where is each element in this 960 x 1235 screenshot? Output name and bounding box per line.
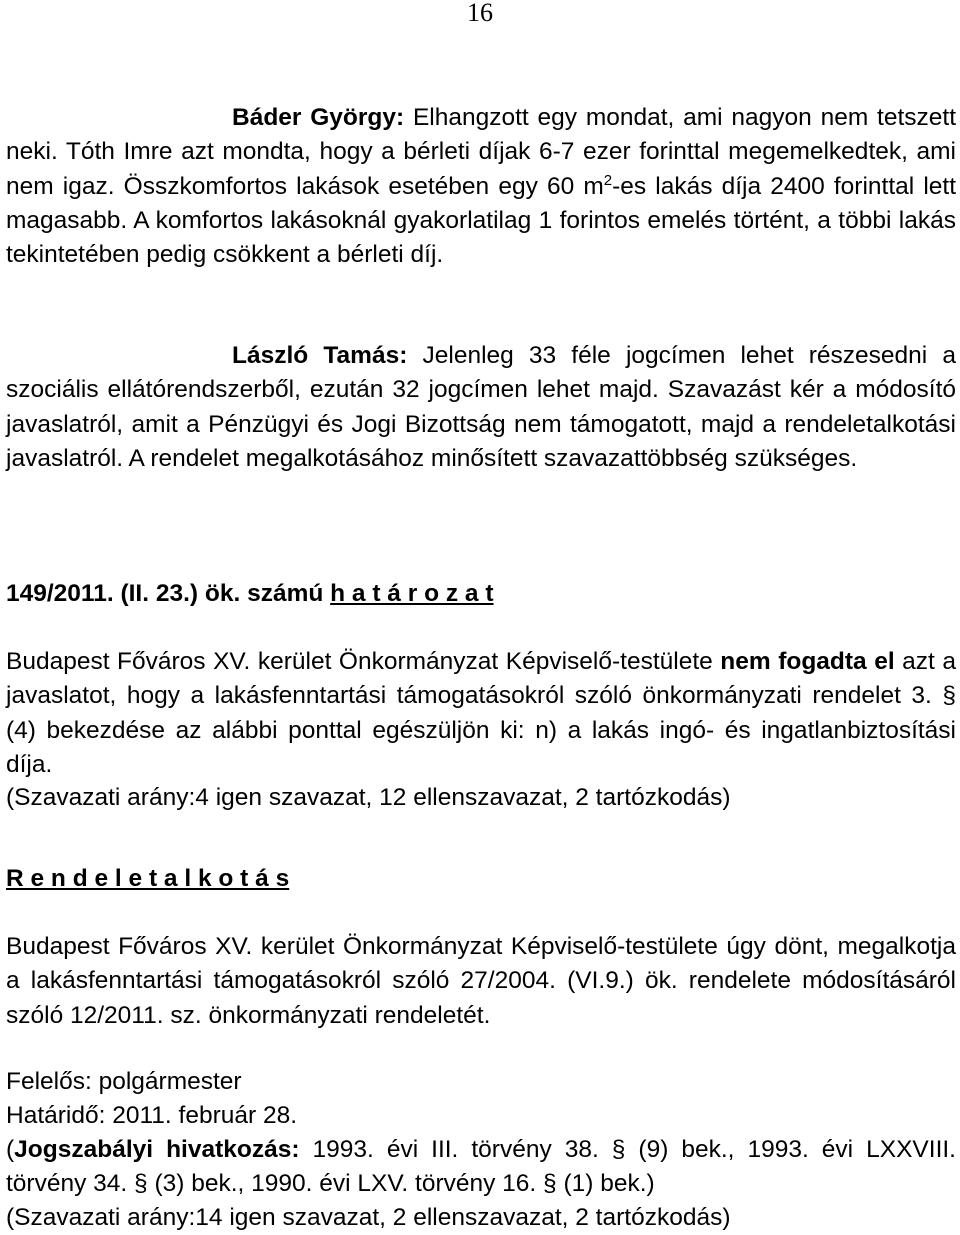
paragraph-ordinance <box>6 930 956 1033</box>
paragraph-resolution <box>6 645 956 782</box>
paragraph-text: Budapest Főváros XV. kerület Önkormányzat Képviselő-testülete úgy dönt, megalkotja a lakásfenntartási támogatásokról szóló 27/2004. (VI.9.) ök. rendelete módosításáról szóló 12/2011. sz. önkormányzati rendeletét. <box>6 933 956 1029</box>
responsible-line: Felelős: polgármester <box>6 1068 242 1095</box>
superscript: 2 <box>603 171 613 189</box>
paragraph-laszlo <box>6 339 956 476</box>
section-heading-text: R e n d e l e t a l k o t á s <box>6 865 290 892</box>
page-number: 16 <box>467 0 493 27</box>
paragraph-text: Elhangzott egy mondat, ami nagyon nem tetszett neki. Tóth Imre azt mondta, hogy a bérleti díjak 6-7 ezer forinttal megemelkedtek, ami nem igaz. Összkomfortos lakások esetében egy 60 m <box>6 104 956 200</box>
legal-reference: (Jogszabályi hivatkozás: 1993. évi III. törvény 38. § (9) bek., 1993. évi LXXVIII. törvény 34. § (3) bek., 1990. évi LXV. törvény 16. § (1) bek.) <box>6 1136 956 1198</box>
vote-result-1: (Szavazati arány:4 igen szavazat, 12 ellenszavazat, 2 tartózkodás) <box>6 784 731 811</box>
decision-bold: nem fogadta el <box>720 648 895 675</box>
section-heading <box>6 862 956 896</box>
resolution-word: h a t á r o z a t <box>330 580 494 607</box>
paragraph-text: azt a javaslatot, hogy a lakásfenntartási támogatásokról szóló önkormányzati rendelet 3. § (4) bekezdése az alábbi ponttal egészüljön ki: n) a lakás ingó- és ingatlanbiztosítási díja. <box>6 648 957 778</box>
legal-label: Jogszabályi hivatkozás: <box>14 1136 300 1163</box>
paragraph-text: -es lakás díja 2400 forinttal lett magasabb. A komfortos lakásoknál gyakorlatilag 1 forintos emelés történt, a többi lakás tekintetében pedig csökkent a bérleti díj. <box>6 172 957 269</box>
deadline-line: Határidő: 2011. február 28. <box>6 1102 298 1129</box>
legal-text: 1993. évi III. törvény 38. § (9) bek., 1993. évi LXXVIII. törvény 34. § (3) bek., 1990. évi LXV. törvény 16. § (1) bek.) <box>6 1136 956 1198</box>
resolution-heading <box>6 577 956 611</box>
speaker-name: László Tamás: <box>232 342 408 369</box>
speaker-name: Báder György: <box>232 104 405 131</box>
resolution-number: 149/2011. (II. 23.) ök. számú <box>6 580 331 607</box>
paragraph-text: Jelenleg 33 féle jogcímen lehet részesedni a szociális ellátórendszerből, ezután 32 jogcímen lehet majd. Szavazást kér a módosító javaslatról, amit a Pénzügyi és Jogi Bizottság nem támogatott, majd a rendeletalkotási javaslatról. A rendelet megalkotásához minősített szavazattöbbség szükséges. <box>6 342 957 472</box>
paragraph-text: Budapest Főváros XV. kerület Önkormányzat Képviselő-testülete <box>6 648 721 675</box>
paragraph-bader <box>6 101 956 272</box>
vote-result-2: (Szavazati arány:14 igen szavazat, 2 ellenszavazat, 2 tartózkodás) <box>6 1204 731 1231</box>
